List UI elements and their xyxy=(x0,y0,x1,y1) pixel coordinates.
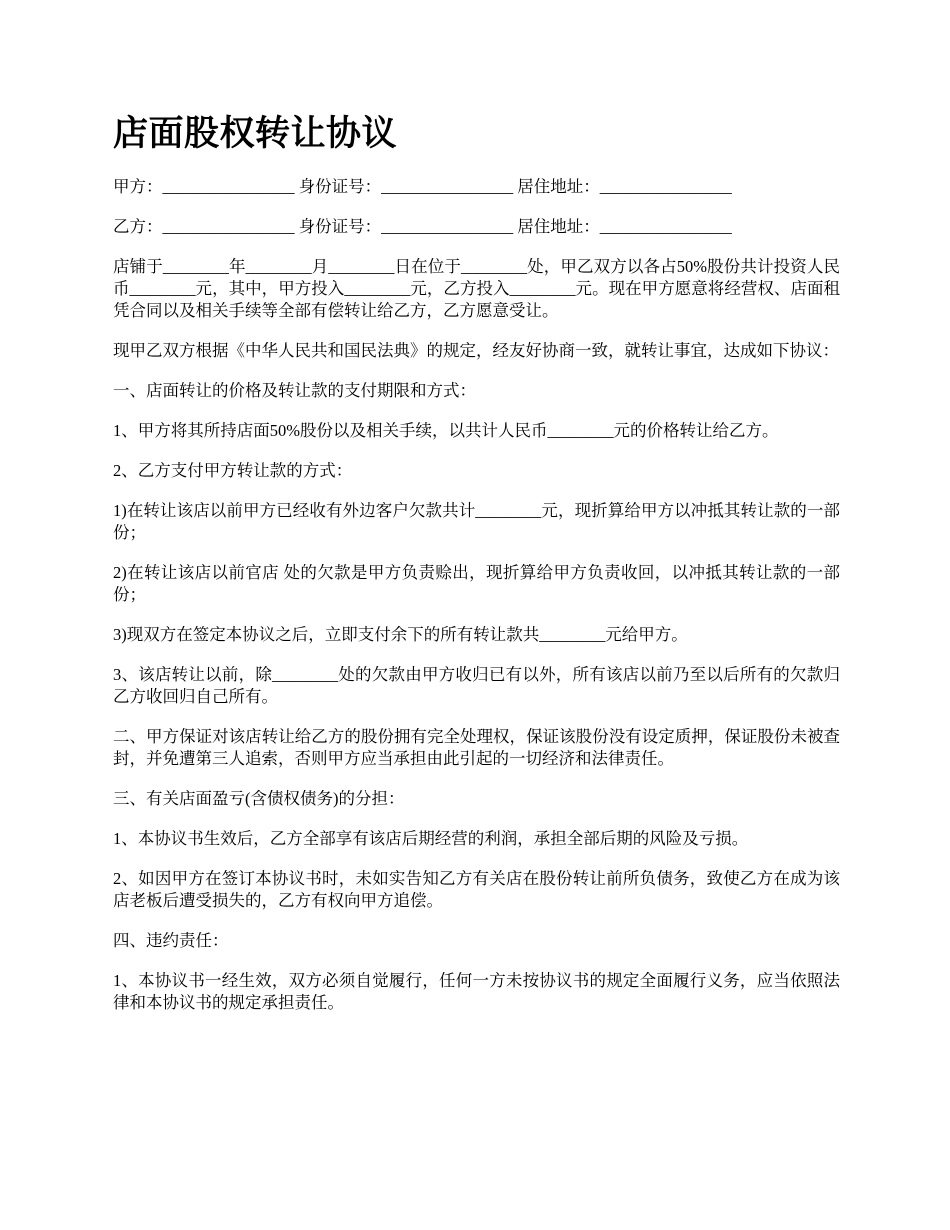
party-b-line: 乙方：________________ 身份证号：________________ 居住地址：________________ xyxy=(113,217,732,236)
clause-4-1: 1、本协议书一经生效，双方必须自觉履行，任何一方未按协议书的规定全面履行义务，应当依照法律和本协议书的规定承担责任。 xyxy=(113,971,840,1012)
clause-1-2-item-2: 2)在转让该店以前官店 处的欠款是甲方负责赊出，现折算给甲方负责收回，以冲抵其转让款的一部份； xyxy=(113,563,840,604)
section-1-heading: 一、店面转让的价格及转让款的支付期限和方式： xyxy=(113,381,476,400)
shop-background-paragraph: 店铺于________年________月________日在位于________处，甲乙双方以各占50%股份共计投资人民币________元，其中，甲方投入________元，乙方投入________元。现在甲方愿意将经营权、店面租凭合同以及相关手续等全部有偿转让给乙方，乙方愿意受让。 xyxy=(113,257,840,320)
section-2-paragraph: 二、甲方保证对该店转让给乙方的股份拥有完全处理权，保证该股份没有设定质押，保证股份未被查封，并免遭第三人追索，否则甲方应当承担由此引起的一切经济和法律责任。 xyxy=(113,727,840,768)
clause-1-2-item-3: 3)现双方在签定本协议之后，立即支付余下的所有转让款共________元给甲方。 xyxy=(113,625,688,644)
clause-1-1: 1、甲方将其所持店面50%股份以及相关手续，以共计人民币________元的价格转让给乙方。 xyxy=(113,421,779,440)
document-page xyxy=(113,108,840,1032)
section-3-heading: 三、有关店面盈亏(含债权债务)的分担： xyxy=(113,789,405,808)
clause-3-1: 1、本协议书生效后，乙方全部享有该店后期经营的利润，承担全部后期的风险及亏损。 xyxy=(113,829,749,848)
clause-3-2: 2、如因甲方在签订本协议书时，未如实告知乙方有关店在股份转让前所负债务，致使乙方在成为该店老板后遭受损失的，乙方有权向甲方追偿。 xyxy=(113,869,840,910)
party-a-line: 甲方：________________ 身份证号：________________ 居住地址：________________ xyxy=(113,177,732,196)
clause-1-3: 3、该店转让以前，除________处的欠款由甲方收归已有以外，所有该店以前乃至以后所有的欠款归乙方收回归自己所有。 xyxy=(113,665,840,706)
document-title: 店面股权转让协议 xyxy=(113,114,398,154)
section-4-heading: 四、违约责任： xyxy=(113,931,229,950)
clause-1-2-item-1: 1)在转让该店以前甲方已经收有外边客户欠款共计________元，现折算给甲方以冲抵其转让款的一部份； xyxy=(113,501,840,542)
agreement-basis-paragraph: 现甲乙双方根据《中华人民共和国民法典》的规定，经友好协商一致，就转让事宜，达成如下协议： xyxy=(113,341,839,360)
clause-1-2: 2、乙方支付甲方转让款的方式： xyxy=(113,461,353,480)
